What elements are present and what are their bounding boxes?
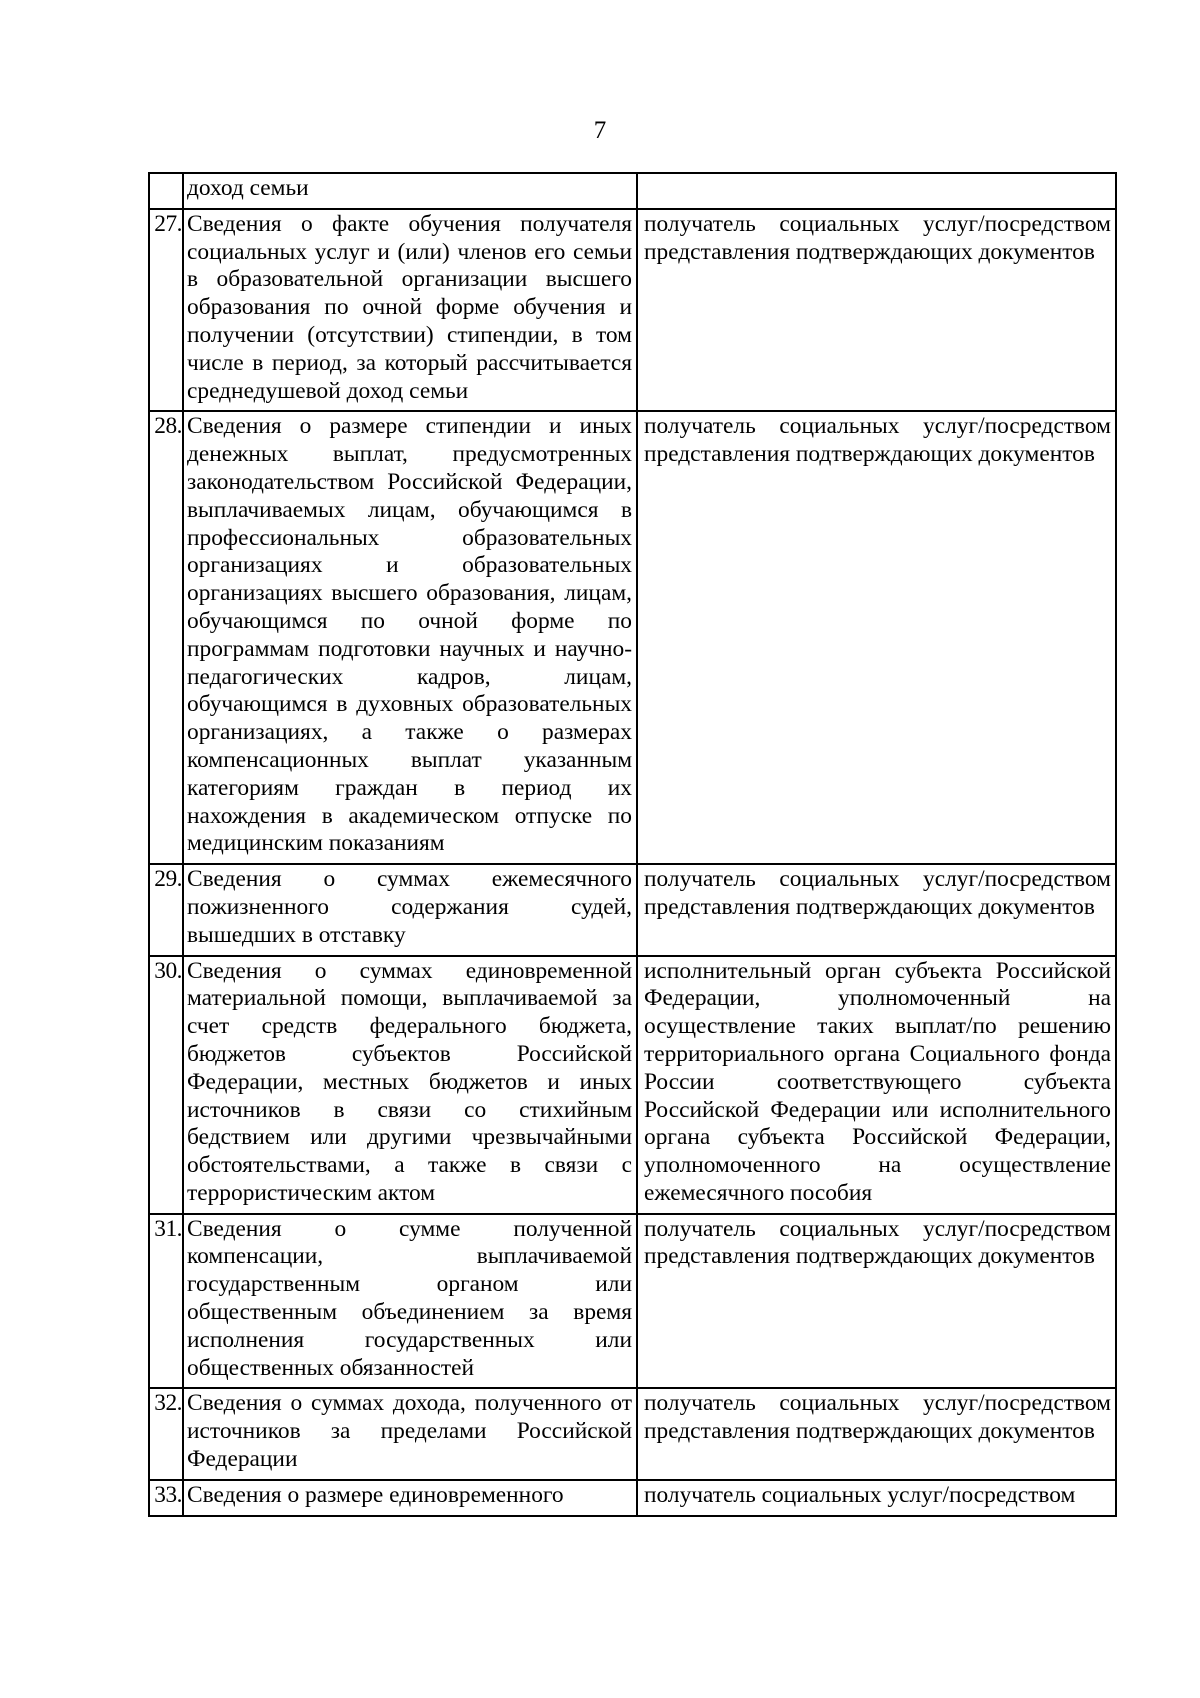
row-description: доход семьи xyxy=(183,173,637,209)
row-description: Сведения о суммах ежемесячного пожизненного содержания судей, вышедших в отставку xyxy=(183,864,637,955)
row-number: 29. xyxy=(149,864,183,955)
table-row xyxy=(149,209,1116,412)
row-source: получатель социальных услуг/посредством представления подтверждающих документов xyxy=(637,209,1116,412)
row-number: 32. xyxy=(149,1388,183,1479)
row-source: получатель социальных услуг/посредством представления подтверждающих документов xyxy=(637,1388,1116,1479)
row-number: 30. xyxy=(149,956,183,1214)
row-number xyxy=(149,173,183,209)
row-description: Сведения о размере стипендии и иных денежных выплат, предусмотренных законодательством Российской Федерации, выплачиваемых лицам, обучающимся в профессиональных образовательных организациях и образовательных организациях высшего образования, лицам, обучающимся по очной форме по программам подготовки научных и научно-педагогических кадров, лицам, обучающимся в духовных образовательных организациях, а также о размерах компенсационных выплат указанным категориям граждан в период их нахождения в академическом отпуске по медицинским показаниям xyxy=(183,411,637,864)
row-description: Сведения о размере единовременного xyxy=(183,1480,637,1516)
table-row xyxy=(149,411,1116,864)
row-source: исполнительный орган субъекта Российской Федерации, уполномоченный на осуществление таких выплат/по решению территориального органа Социального фонда России соответствующего субъекта Российской Федерации или исполнительного органа субъекта Российской Федерации, уполномоченного на осуществление ежемесячного пособия xyxy=(637,956,1116,1214)
table-row xyxy=(149,1388,1116,1479)
table-row xyxy=(149,864,1116,955)
table-row xyxy=(149,173,1116,209)
table-row xyxy=(149,956,1116,1214)
row-source: получатель социальных услуг/посредством представления подтверждающих документов xyxy=(637,864,1116,955)
row-description: Сведения о суммах дохода, полученного от источников за пределами Российской Федерации xyxy=(183,1388,637,1479)
row-description: Сведения о суммах единовременной материальной помощи, выплачиваемой за счет средств федерального бюджета, бюджетов субъектов Российской Федерации, местных бюджетов и иных источников в связи со стихийным бедствием или другими чрезвычайными обстоятельствами, а также в связи с террористическим актом xyxy=(183,956,637,1214)
row-number: 31. xyxy=(149,1214,183,1389)
row-description: Сведения о сумме полученной компенсации, выплачиваемой государственным органом или общественным объединением за время исполнения государственных или общественных обязанностей xyxy=(183,1214,637,1389)
row-description: Сведения о факте обучения получателя социальных услуг и (или) членов его семьи в образовательной организации высшего образования по очной форме обучения и получении (отсутствии) стипендии, в том числе в период, за который рассчитывается среднедушевой доход семьи xyxy=(183,209,637,412)
row-source: получатель социальных услуг/посредством представления подтверждающих документов xyxy=(637,1214,1116,1389)
row-number: 33. xyxy=(149,1480,183,1516)
row-number: 28. xyxy=(149,411,183,864)
document-table xyxy=(148,172,1117,1517)
row-source: получатель социальных услуг/посредством xyxy=(637,1480,1116,1516)
row-source: получатель социальных услуг/посредством представления подтверждающих документов xyxy=(637,411,1116,864)
row-source xyxy=(637,173,1116,209)
table-row xyxy=(149,1214,1116,1389)
page-number: 7 xyxy=(593,117,607,144)
row-number: 27. xyxy=(149,209,183,412)
table-row xyxy=(149,1480,1116,1516)
